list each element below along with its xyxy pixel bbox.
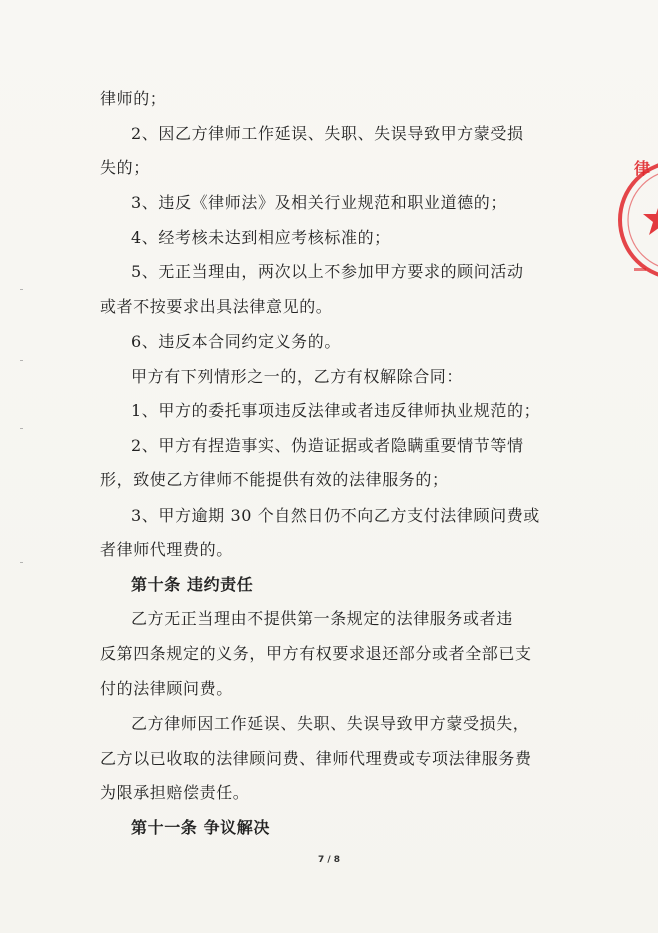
- text-line-16: 乙方无正当理由不提供第一条规定的法律服务或者违: [131, 609, 513, 628]
- text-line-12: 形，致使乙方律师不能提供有效的法律服务的；: [100, 470, 449, 489]
- text-line-1: 律师的；: [100, 89, 167, 108]
- scan-speck: [20, 289, 23, 290]
- text-line-8: 6、违反本合同约定义务的。: [131, 332, 341, 351]
- text-line-14: 者律师代理费的。: [100, 540, 233, 559]
- text-line-7: 或者不按要求出具法律意见的。: [100, 297, 333, 316]
- text-line-6: 5、无正当理由，两次以上不参加甲方要求的顾问活动: [131, 262, 524, 281]
- scan-speck: [20, 360, 23, 361]
- red-seal-stamp: [616, 150, 658, 290]
- section-heading-10: 第十条 违约责任: [131, 575, 254, 594]
- text-line-19: 乙方律师因工作延误、失职、失误导致甲方蒙受损失，: [131, 714, 530, 733]
- text-line-18: 付的法律顾问费。: [100, 679, 233, 698]
- text-line-20: 乙方以已收取的法律顾问费、律师代理费或专项法律服务费: [100, 749, 532, 768]
- text-line-5: 4、经考核未达到相应考核标准的；: [131, 228, 391, 247]
- text-line-10: 1、甲方的委托事项违反法律或者违反律师执业规范的；: [131, 401, 541, 420]
- text-line-2: 2、因乙方律师工作延误、失职、失误导致甲方蒙受损: [131, 124, 524, 143]
- text-line-4: 3、违反《律师法》及相关行业规范和职业道德的；: [131, 193, 507, 212]
- page-number: 7 / 8: [317, 855, 341, 865]
- text-line-21: 为限承担赔偿责任。: [100, 783, 250, 802]
- text-line-13: 3、甲方逾期 30 个自然日仍不向乙方支付法律顾问费或: [131, 506, 540, 525]
- text-line-9: 甲方有下列情形之一的，乙方有权解除合同：: [131, 367, 464, 386]
- stamp-text: 律: [634, 159, 651, 178]
- text-line-17: 反第四条规定的义务，甲方有权要求退还部分或者全部已支: [100, 644, 532, 663]
- text-line-11: 2、甲方有捏造事实、伪造证据或者隐瞒重要情节等情: [131, 436, 524, 455]
- scan-speck: [20, 428, 23, 429]
- text-line-3: 失的；: [100, 158, 150, 177]
- scan-speck: [20, 562, 23, 563]
- section-heading-11: 第十一条 争议解决: [131, 818, 270, 837]
